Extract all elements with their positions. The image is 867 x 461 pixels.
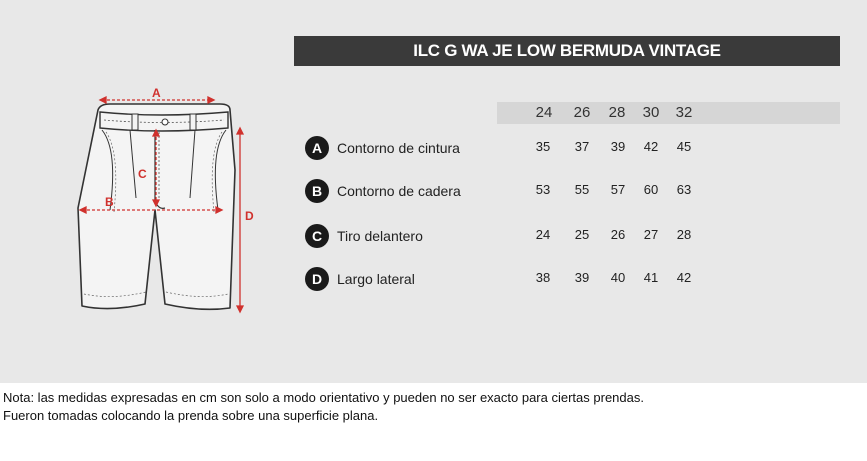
label-d: D <box>245 209 254 223</box>
row-label-waist: Contorno de cintura <box>337 140 460 156</box>
cell-c-30: 27 <box>643 227 659 242</box>
cell-d-32: 42 <box>676 270 692 285</box>
label-b: B <box>105 195 114 209</box>
size-header-26: 26 <box>573 104 591 121</box>
product-title: ILC G WA JE LOW BERMUDA VINTAGE <box>294 36 840 66</box>
cell-d-26: 39 <box>574 270 590 285</box>
cell-a-30: 42 <box>643 139 659 154</box>
cell-a-24: 35 <box>535 139 551 154</box>
cell-c-28: 26 <box>610 227 626 242</box>
size-header-28: 28 <box>608 104 626 121</box>
cell-d-24: 38 <box>535 270 551 285</box>
cell-b-30: 60 <box>643 182 659 197</box>
cell-a-26: 37 <box>574 139 590 154</box>
size-header-32: 32 <box>675 104 693 121</box>
badge-c: C <box>305 224 329 248</box>
row-label-hip: Contorno de cadera <box>337 183 461 199</box>
note-line-1: Nota: las medidas expresadas en cm son solo a modo orientativo y pueden no ser exacto para ciertas prendas. <box>3 390 644 405</box>
cell-b-24: 53 <box>535 182 551 197</box>
cell-c-24: 24 <box>535 227 551 242</box>
cell-b-28: 57 <box>610 182 626 197</box>
badge-d: D <box>305 267 329 291</box>
label-a: A <box>152 86 161 100</box>
size-header-24: 24 <box>535 104 553 121</box>
button-icon <box>162 119 168 125</box>
size-header-30: 30 <box>642 104 660 121</box>
cell-d-30: 41 <box>643 270 659 285</box>
shorts-diagram <box>70 80 270 320</box>
cell-b-32: 63 <box>676 182 692 197</box>
cell-c-32: 28 <box>676 227 692 242</box>
badge-b: B <box>305 179 329 203</box>
cell-a-32: 45 <box>676 139 692 154</box>
row-label-front-rise: Tiro delantero <box>337 228 423 244</box>
cell-b-26: 55 <box>574 182 590 197</box>
cell-a-28: 39 <box>610 139 626 154</box>
note-line-2: Fueron tomadas colocando la prenda sobre una superficie plana. <box>3 408 379 423</box>
badge-a: A <box>305 136 329 160</box>
row-label-side-length: Largo lateral <box>337 271 415 287</box>
cell-d-28: 40 <box>610 270 626 285</box>
label-c: C <box>138 167 147 181</box>
cell-c-26: 25 <box>574 227 590 242</box>
